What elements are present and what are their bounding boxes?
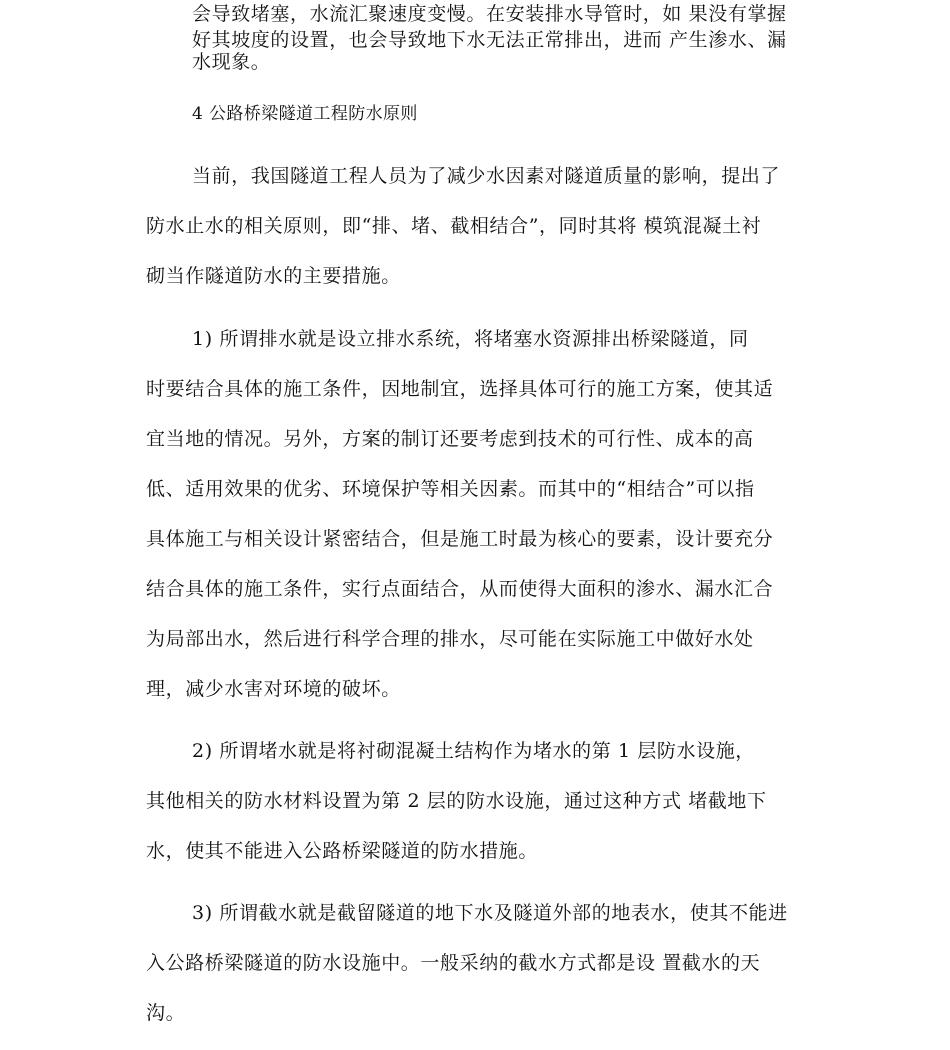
text-line-10: 宜当地的情况。另外，方案的制订还要考虑到技术的可行性、成本的高 (146, 428, 754, 450)
text-line-21: 沟。 (146, 1002, 186, 1024)
text-line-14: 为局部出水，然后进行科学合理的排水，尽可能在实际施工中做好水处 (146, 628, 754, 650)
text-line-20: 入公路桥梁隧道的防水设施中。一般采纳的截水方式都是设 置截水的天 (146, 952, 761, 974)
text-line-11: 低、适用效果的优劣、环境保护等相关因素。而其中的“相结合”可以指 (146, 478, 755, 500)
text-line-12: 具体施工与相关设计紧密结合，但是施工时最为核心的要素，设计要充分 (146, 528, 774, 550)
text-line-7: 砌当作隧道防水的主要措施。 (146, 265, 401, 287)
text-line-1: 会导致堵塞，水流汇聚速度变慢。在安装排水导管时，如 果没有掌握 (192, 3, 787, 25)
text-line-17: 其他相关的防水材料设置为第 2 层的防水设施，通过这种方式 堵截地下 (146, 790, 767, 812)
text-line-5: 当前，我国隧道工程人员为了减少水因素对隧道质量的影响，提出了 (192, 165, 781, 187)
text-line-19: 3) 所谓截水就是截留隧道的地下水及隧道外部的地表水，使其不能进 (192, 902, 788, 924)
text-line-8: 1) 所谓排水就是设立排水系统，将堵塞水资源排出桥梁隧道，同 (192, 328, 749, 350)
text-line-6: 防水止水的相关原则，即“排、堵、截相结合”，同时其将 模筑混凝土衬 (146, 215, 762, 237)
text-line-15: 理，减少水害对环境的破坏。 (146, 678, 401, 700)
text-line-16: 2) 所谓堵水就是将衬砌混凝土结构作为堵水的第 1 层防水设施， (192, 740, 755, 762)
text-line-2: 好其坡度的设置，也会导致地下水无法正常排出，进而 产生渗水、漏 (192, 29, 787, 51)
text-line-3: 水现象。 (192, 51, 271, 73)
text-line-9: 时要结合具体的施工条件，因地制宜，选择具体可行的施工方案，使其适 (146, 378, 774, 400)
text-line-13: 结合具体的施工条件，实行点面结合，从而使得大面积的渗水、漏水汇合 (146, 578, 774, 600)
section-heading: 4 公路桥梁隧道工程防水原则 (192, 104, 418, 124)
text-line-18: 水，使其不能进入公路桥梁隧道的防水措施。 (146, 840, 539, 862)
